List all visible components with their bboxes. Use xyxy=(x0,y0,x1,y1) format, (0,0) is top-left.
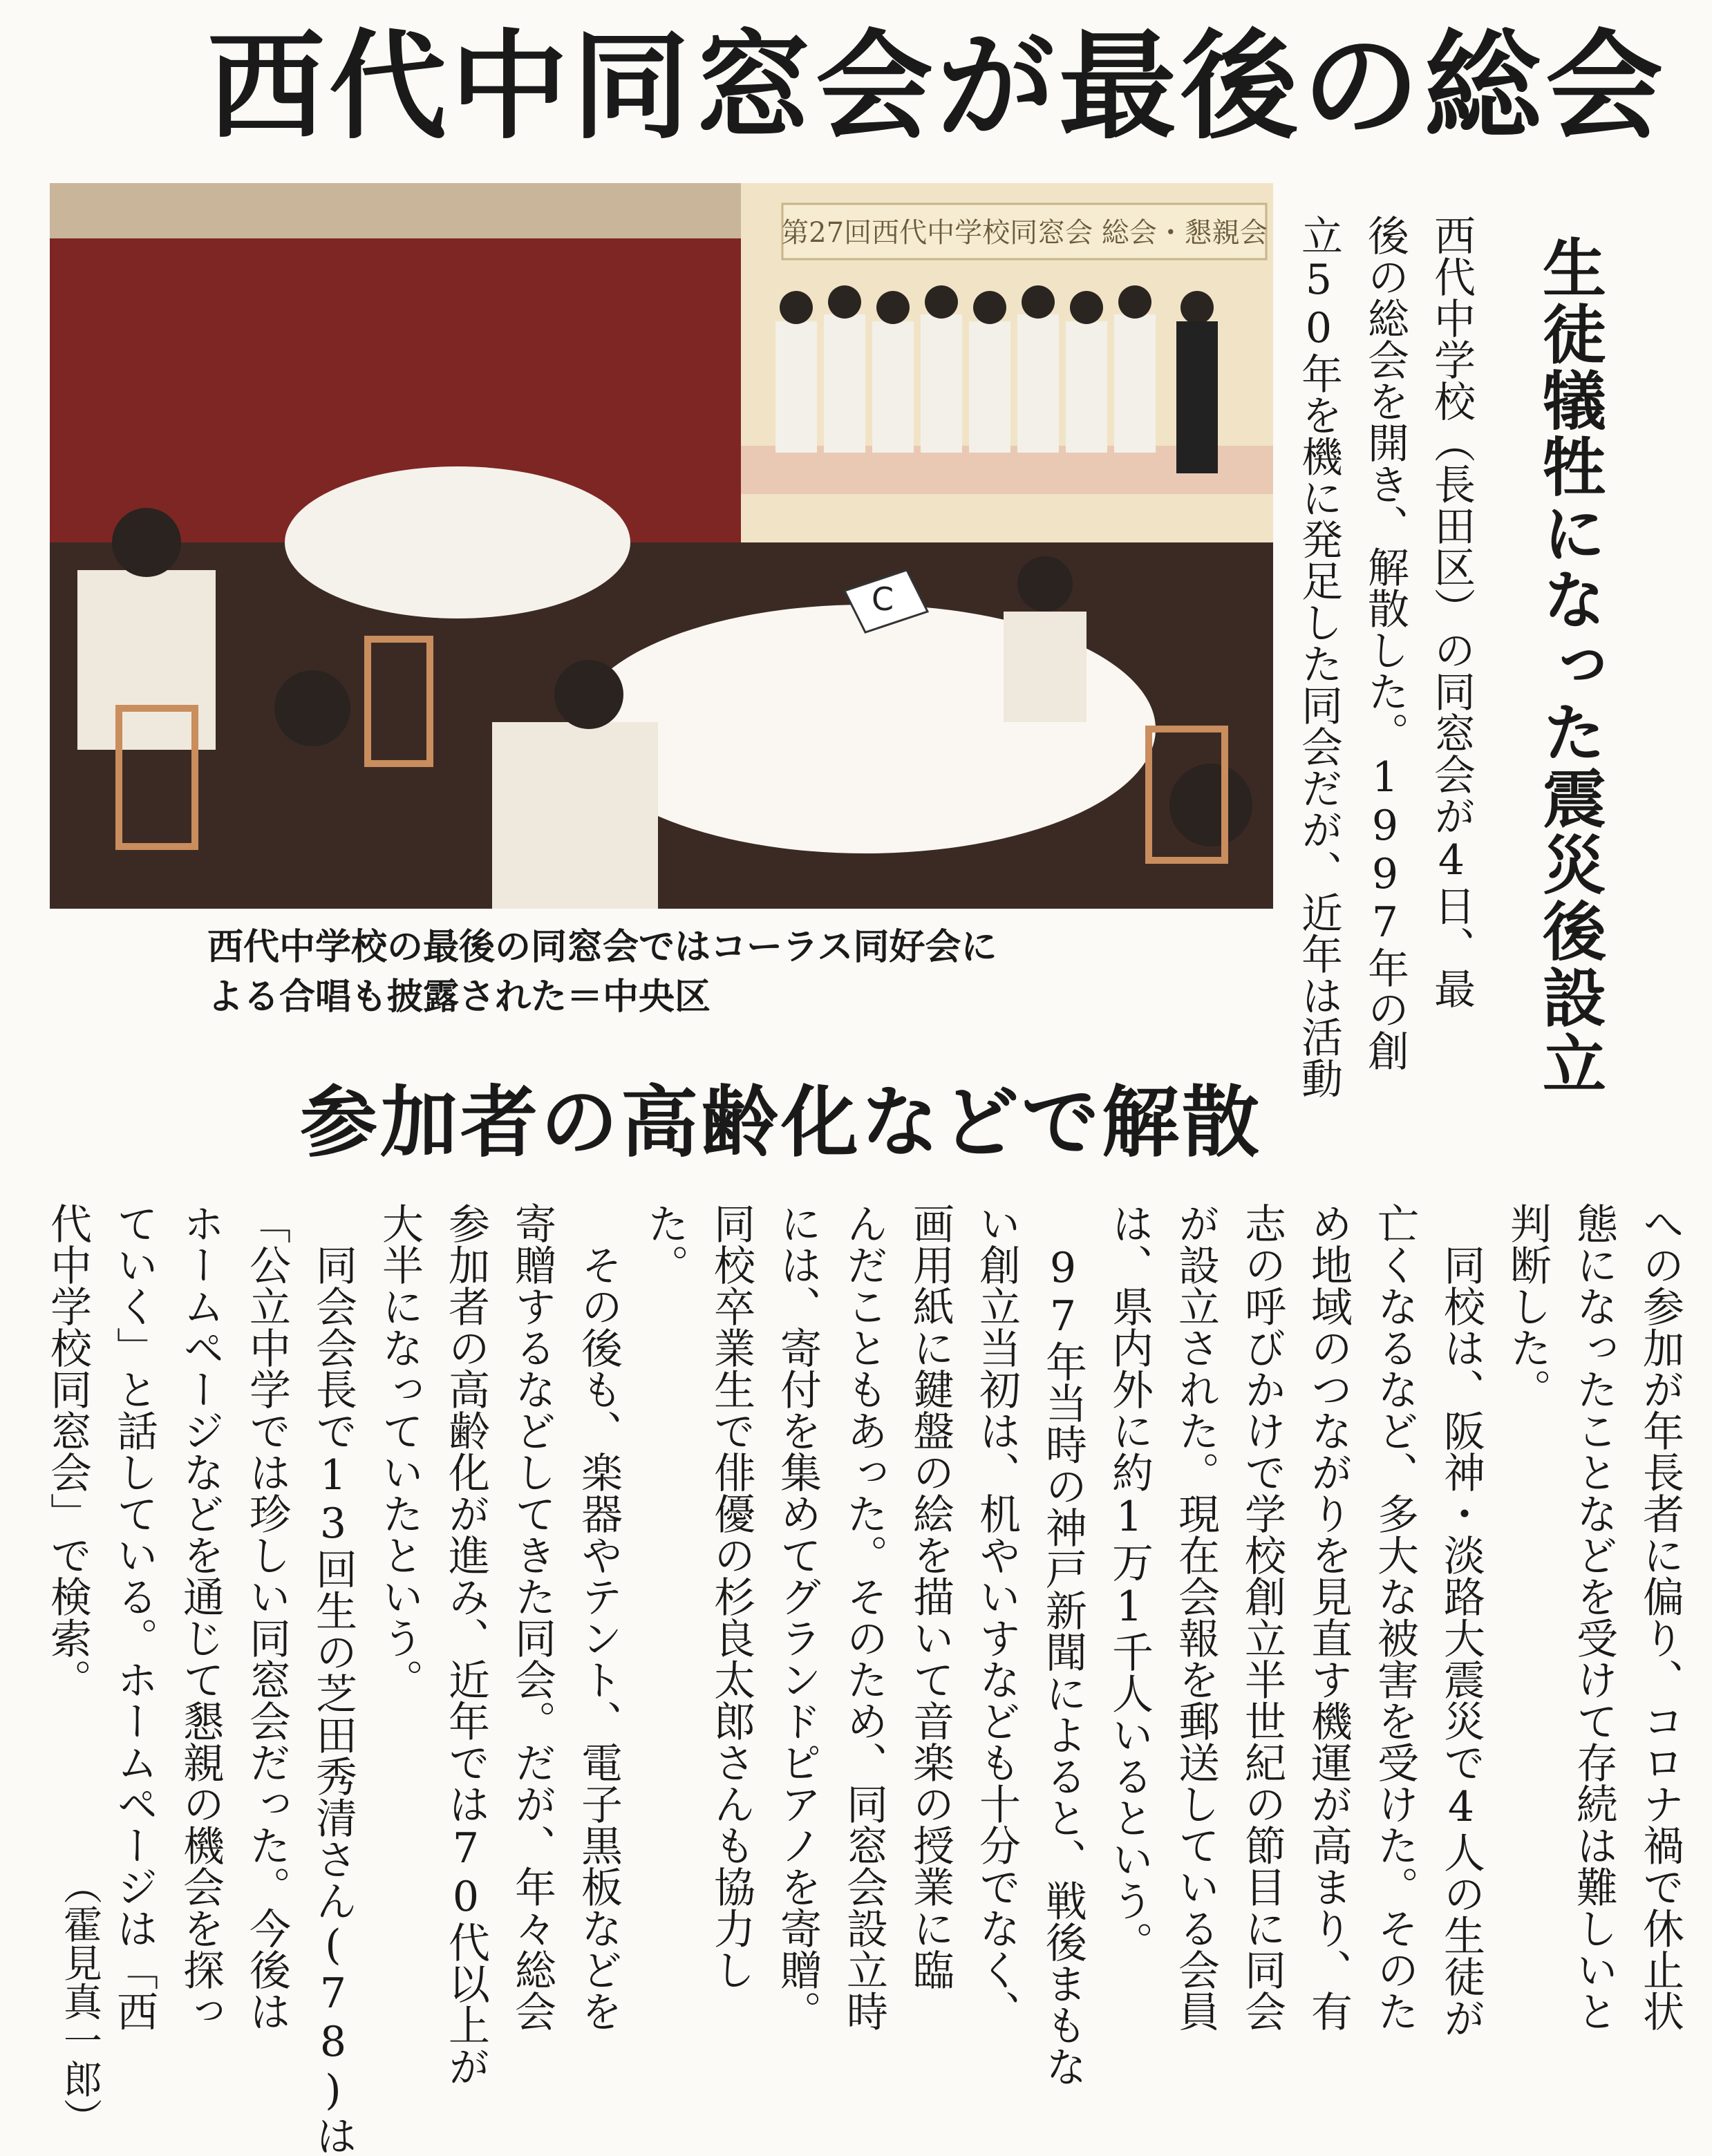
text-column: 参加者の高齢化が進み、近年では70代以上が xyxy=(442,1202,490,2087)
main-body-text xyxy=(35,1202,1693,2156)
caption-line: 西代中学校の最後の同窓会ではコーラス同好会に xyxy=(207,927,997,968)
top-body-text xyxy=(1286,214,1485,1099)
byline: （霍見真一郎） xyxy=(57,1866,102,2137)
text-column: 同校は、阪神・淡路大震災で4人の生徒が xyxy=(1437,1202,1485,2039)
text-column: 志の呼びかけで学校創立半世紀の節目に同会 xyxy=(1238,1202,1286,2032)
banner-text: 第27回西代中学校同窓会 総会・懇親会 xyxy=(781,217,1268,249)
headline: 西代中同窓会が最後の総会 xyxy=(207,17,1668,155)
text-column: 同会会長で13回生の芝田秀清さん(78)は xyxy=(309,1202,357,2156)
text-column: んだこともあった。そのため、同窓会設立時 xyxy=(840,1202,888,2032)
text-column: 亡くなるなど、多大な被害を受けた。そのた xyxy=(1371,1202,1419,2032)
text-column: が設立された。現在会報を郵送している会員 xyxy=(1172,1202,1220,2032)
subheading: 参加者の高齢化などで解散 xyxy=(300,1077,1262,1168)
text-column: ていく」と話している。ホームページは「西 xyxy=(110,1202,158,2032)
text-column: 後の総会を開き、解散した。1997年の創 xyxy=(1361,214,1409,1071)
text-column: 「公立中学では珍しい同窓会だった。今後は xyxy=(243,1202,291,2032)
text-column: 判断した。 xyxy=(1503,1202,1552,1410)
event-photo xyxy=(50,183,1273,909)
text-column: 同校卒業生で俳優の杉良太郎さんも協力し xyxy=(707,1202,755,1990)
text-column: は、県内外に約1万1千人いるという。 xyxy=(1105,1202,1154,1963)
text-column: 97年当時の神戸新聞によると、戦後まもな xyxy=(1039,1202,1087,2087)
photo-caption xyxy=(207,923,1286,1022)
text-column: 西代中学校（長田区）の同窓会が4日、最 xyxy=(1427,214,1476,1009)
caption-line: よる合唱も披露された＝中央区 xyxy=(207,976,711,1018)
text-column: その後も、楽器やテント、電子黒板などを xyxy=(574,1202,623,2032)
text-column: 画用紙に鍵盤の絵を描いて音楽の授業に臨 xyxy=(906,1202,954,1990)
text-column: 代中学校同窓会」で検索。 xyxy=(44,1202,92,1700)
event-photo-illustration xyxy=(50,183,1273,909)
text-column: た。 xyxy=(641,1202,689,1285)
text-column: ホームページなどを通じて懇親の機会を探っ xyxy=(176,1202,225,2032)
text-column: 大半になっていたという。 xyxy=(375,1202,424,1700)
table-marker: C xyxy=(871,580,894,618)
text-column: 寄贈するなどしてきた同会。だが、年々総会 xyxy=(508,1202,556,2032)
text-column: には、寄付を集めてグランドピアノを寄贈。 xyxy=(773,1202,822,2032)
text-column: め地域のつながりを見直す機運が高まり、有 xyxy=(1304,1202,1353,2032)
vertical-heading: 生徒犠牲になった震災後設立 xyxy=(1532,235,1606,1097)
text-column: への参加が年長者に偏り、コロナ禍で休止状 xyxy=(1636,1202,1684,2032)
text-column: 立50年を機に発足した同会だが、近年は活動 xyxy=(1295,214,1343,1099)
text-column: い創立当初は、机やいすなども十分でなく、 xyxy=(972,1202,1021,2032)
text-column: 態になったことなどを受けて存続は難しいと xyxy=(1570,1202,1618,2032)
